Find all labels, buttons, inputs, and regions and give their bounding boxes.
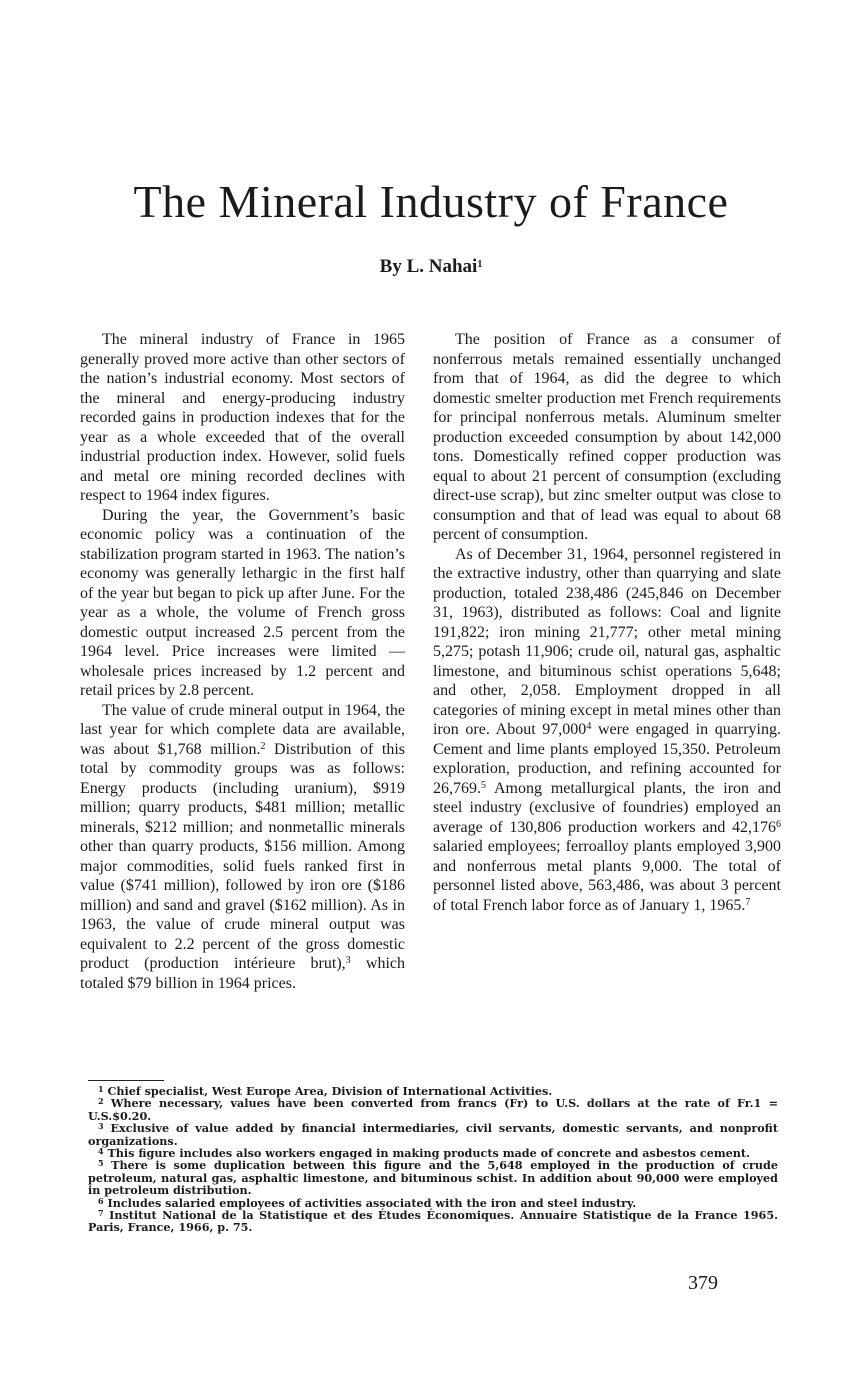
text-run: The value of crude mineral output in 1964, the last year for which complete data are available, was about $1,768 million.	[80, 701, 405, 758]
body-paragraph	[433, 545, 781, 916]
footnote-text: Exclusive of value added by financial intermediaries, civil servants, domestic servants, and nonprofit organizations.	[88, 1121, 778, 1148]
footnote-ref: 4	[586, 721, 592, 732]
footnote	[88, 1159, 778, 1196]
footnote-number: 7	[98, 1208, 104, 1219]
footnote-ref: 2	[260, 740, 266, 752]
text-run: As of December 31, 1964, personnel registered in the extractive industry, other than quarrying and slate production, totaled 238,486 (245,846 on December 31, 1963), distributed as follows: Coal and lignite 191,822; iron mining 21,777; other metal mining 5,275; potash 11,906; crude oil, natural gas, asphaltic limestone, and bituminous schist operations 5,648; and other, 2,058. Employment dropped in all categories of mining except in metal mines other than iron ore. About 97,000	[433, 545, 781, 738]
page-number: 379	[688, 1272, 718, 1294]
footnote-ref: 5	[481, 779, 486, 791]
footnote-ref: 7	[745, 896, 751, 908]
left-column	[80, 330, 405, 993]
page-title: The Mineral Industry of France	[133, 176, 729, 227]
footnote-text: Where necessary, values have been converted from francs (Fr) to U.S. dollars at the rate of Fr.1 = U.S.$0.20.	[88, 1096, 778, 1123]
footnote-divider	[88, 1080, 164, 1081]
text-run: were engaged in quarrying. Cement and lime plants employed 15,350. Petroleum exploration, production, and refining accounted for 26,769.	[433, 721, 781, 797]
text-run: salaried employees; ferroalloy plants employed 3,900 and nonferrous metal plants 9,000. The total of personnel listed above, 563,486, was about 3 percent of total French labor force as of January 1, 1965.	[433, 838, 781, 914]
footnote-text: This figure includes also workers engaged in making products made of concrete and asbestos cement.	[103, 1146, 750, 1161]
body-paragraph: During the year, the Government’s basic economic policy was a continuation of the stabilization program started in 1963. The nation’s economy was generally lethargic in the first half of the year but began to pick up after June. For the year as a whole, the volume of French gross domestic output increased 2.5 percent from the 1964 level. Price increases were limited — wholesale prices increased by 1.2 percent and retail prices by 2.8 percent.	[80, 506, 405, 699]
footnote	[88, 1209, 778, 1234]
footnote-number: 1	[98, 1084, 104, 1094]
body-paragraph: The position of France as a consumer of nonferrous metals remained essentially unchanged from that of 1964, as did the degree to which domestic smelter production met French requirements for principal nonferrous metals. Aluminum smelter production exceeded consumption by about 142,000 tons. Domestically refined copper production was equal to about 21 percent of consumption (excluding direct-use scrap), but zinc smelter output was close to consumption and that of lead was equal to about 68 percent of consumption.	[433, 331, 781, 543]
author-name: By L. Nahai	[379, 256, 478, 277]
footnote-ref: 6	[776, 818, 781, 830]
footnote-ref: 3	[345, 955, 351, 966]
footnote-text: Chief specialist, West Europe Area, Division of International Activities.	[103, 1084, 553, 1098]
footnotes	[88, 1085, 778, 1234]
body-paragraph: The mineral industry of France in 1965 generally proved more active than other sectors of the nation’s industrial economy. Most sectors of the mineral and energy-producing industry recorded gains in production indexes that for the year as a whole exceeded that of the overall industrial production index. However, solid fuels and metal ore mining recorded declines with respect to 1964 index figures.	[80, 331, 405, 504]
right-column	[433, 330, 781, 915]
text-run: Among metallurgical plants, the iron and steel industry (exclusive of foundries) employed an average of 130,806 production workers and 42,176	[433, 779, 781, 836]
footnote-number: 5	[98, 1158, 104, 1169]
footnote-text: Includes salaried employees of activities associated with the iron and steel industry.	[103, 1195, 637, 1210]
footnote-number: 4	[98, 1146, 104, 1157]
text-run: which totaled $79 billion in 1964 prices.	[80, 955, 405, 992]
footnote-number: 2	[98, 1096, 104, 1107]
body-paragraph	[80, 701, 405, 994]
footnote-text: There is some duplication between this figure and the 5,648 employed in the production of crude petroleum, natural gas, asphaltic limestone, and bituminous schist. In addition about 90,000 were employed in petroleum distribution.	[88, 1158, 778, 1198]
footnote	[88, 1097, 778, 1122]
text-run: Distribution of this total by commodity groups was as follows: Energy products (including uranium), $919 million; quarry products, $481 million; metallic minerals, $212 million; and nonmetallic minerals other than quarry products, $156 million. Among major commodities, solid fuels ranked first in value ($741 million), followed by iron ore ($186 million) and sand and gravel ($162 million). As in 1963, the value of crude mineral output was equivalent to 2.2 percent of the gross domestic product (production intérieure brut),	[80, 740, 405, 972]
footnote-text: Institut National de la Statistique et des Études Économiques. Annuaire Statistique de la France 1965. Paris, France, 1966, p. 75.	[88, 1208, 778, 1235]
footnote-number: 6	[98, 1195, 104, 1206]
footnote	[88, 1122, 778, 1147]
author-byline	[0, 255, 862, 279]
footnote-number: 3	[98, 1121, 104, 1132]
footnote-ref: 1	[477, 259, 483, 270]
